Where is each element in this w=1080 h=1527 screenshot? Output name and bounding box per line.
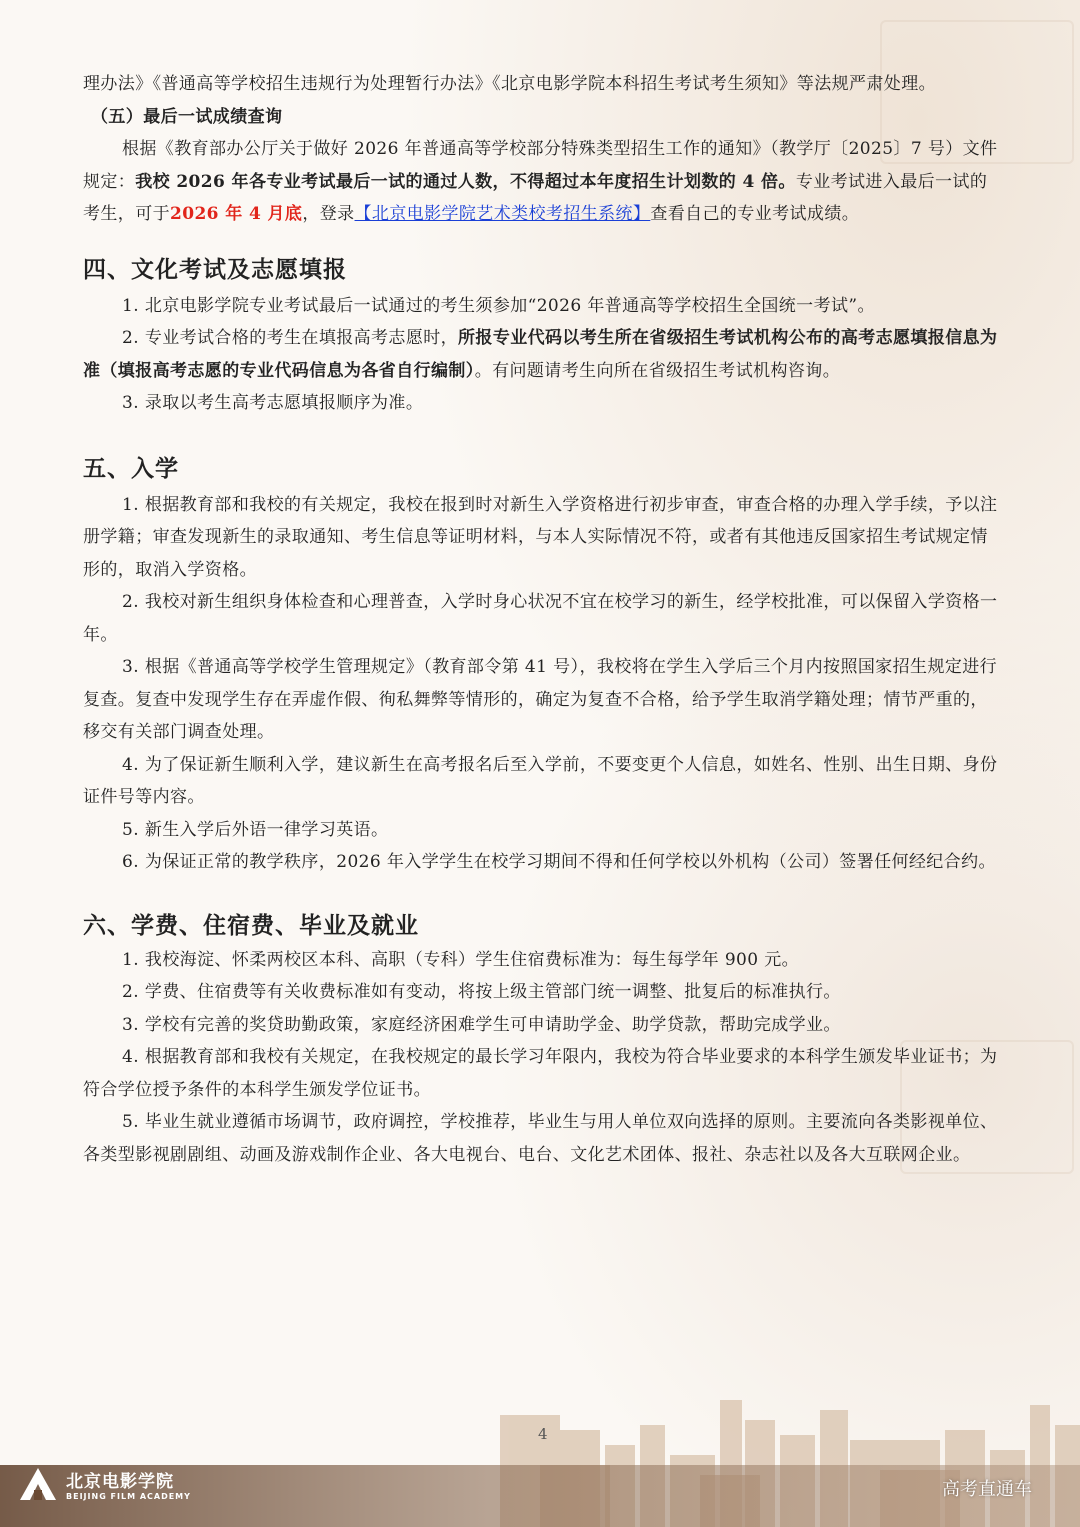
paragraph: 5. 新生入学后外语一律学习英语。 <box>122 819 389 840</box>
watermark: 高考直通车 <box>942 1479 1032 1500</box>
paragraph: 6. 为保证正常的教学秩序，2026 年入学学生在校学习期间不得和任何学校以外机构（公司）签署任何经纪合约。 <box>122 852 996 872</box>
paragraph: 2. 我校对新生组织身体检查和心理普查，入学时身心状况不宜在校学习的新生，经学校批准，可以保留入学资格一年。 <box>83 592 998 645</box>
page-number: 4 <box>538 1425 548 1443</box>
intro-line: 理办法》《普通高等学校招生违规行为处理暂行办法》《北京电影学院本科招生考试考生须知》等法规严肃处理。 <box>83 74 936 94</box>
paragraph: 1. 我校海淀、怀柔两校区本科、高职（专科）学生住宿费标准为：每生每学年 900 元。 <box>122 949 800 970</box>
section-title: 五、入学 <box>83 455 179 482</box>
paragraph: 4. 为了保证新生顺利入学，建议新生在高考报名后至入学前，不要变更个人信息，如姓名、性别、出生日期、身份证件号等内容。 <box>83 754 998 807</box>
logo-chinese-name: 北京电影学院 <box>66 1472 174 1492</box>
paragraph: 3. 根据《普通高等学校学生管理规定》（教育部令第 41 号），我校将在学生入学后三个月内按照国家招生规定进行复查。复查中发现学生存在弄虚作假、徇私舞弊等情形的，确定为复查不合格，给予学生取消学籍处理；情节严重的，移交有关部门调查处理。 <box>83 657 998 742</box>
text: 查看自己的专业考试成绩。 <box>650 204 860 224</box>
paragraph: 3. 录取以考生高考志愿填报顺序为准。 <box>122 393 424 413</box>
bold-text: 我校 2026 年各专业考试最后一试的通过人数，不得超过本年度招生计划数的 4 倍。 <box>135 171 796 192</box>
paragraph: 2. 学费、住宿费等有关收费标准如有变动，将按上级主管部门统一调整、批复后的标准执行。 <box>122 982 841 1002</box>
film-academy-emblem-icon <box>18 1466 58 1502</box>
school-logo <box>18 1466 191 1502</box>
subsection-title: （五）最后一试成绩查询 <box>91 106 283 127</box>
bold-text: 所报专业代码以考生所在省级招生考试机构公布的高考志愿填报信息为准（填报高考志愿的专业代码信息为各省自行编制） <box>83 328 998 381</box>
text: 2. 专业考试合格的考生在填报高考志愿时， <box>122 328 459 348</box>
document-body <box>83 68 1003 1171</box>
paragraph: 4. 根据教育部和我校有关规定，在我校规定的最长学习年限内，我校为符合毕业要求的本科学生颁发毕业证书；为符合学位授予条件的本科学生颁发学位证书。 <box>83 1047 998 1100</box>
footer-skyline <box>0 1395 1080 1527</box>
section-title: 六、学费、住宿费、毕业及就业 <box>83 912 419 939</box>
paragraph <box>83 133 1003 231</box>
paragraph: 5. 毕业生就业遵循市场调节，政府调控，学校推荐，毕业生与用人单位双向选择的原则。主要流向各类影视单位、各类型影视剧剧组、动画及游戏制作企业、各大电视台、电台、文化艺术团体、报社、杂志社以及各大互联网企业。 <box>83 1112 998 1165</box>
text: ，登录 <box>302 204 355 224</box>
paragraph <box>83 322 1003 387</box>
paragraph: 1. 北京电影学院专业考试最后一试通过的考生须参加“2026 年普通高等学校招生全国统一考试”。 <box>122 295 875 316</box>
admission-system-link[interactable]: 【北京电影学院艺术类校考招生系统】 <box>354 204 651 224</box>
text: 根据《教育部办公厅关于做好 2026 年普通高等学校部分特殊类型招生工作的通知》（教学厅〔2025〕7 号）文件规定： <box>83 139 998 192</box>
text: 。有问题请考生向所在省级招生考试机构咨询。 <box>474 360 841 381</box>
highlight-date: 2026 年 4 月底 <box>170 204 303 224</box>
paragraph: 3. 学校有完善的奖贷助勤政策，家庭经济困难学生可申请助学金、助学贷款，帮助完成学业。 <box>122 1014 841 1035</box>
logo-english-name: BEIJING FILM ACADEMY <box>66 1492 191 1501</box>
text: 专业考试进入最后一试的考生，可于 <box>83 171 988 224</box>
paragraph: 1. 根据教育部和我校的有关规定，我校在报到时对新生入学资格进行初步审查，审查合格的办理入学手续，予以注册学籍；审查发现新生的录取通知、考生信息等证明材料，与本人实际情况不符，或者有其他违反国家招生考试规定情形的，取消入学资格。 <box>83 494 998 580</box>
section-title: 四、文化考试及志愿填报 <box>83 256 347 283</box>
